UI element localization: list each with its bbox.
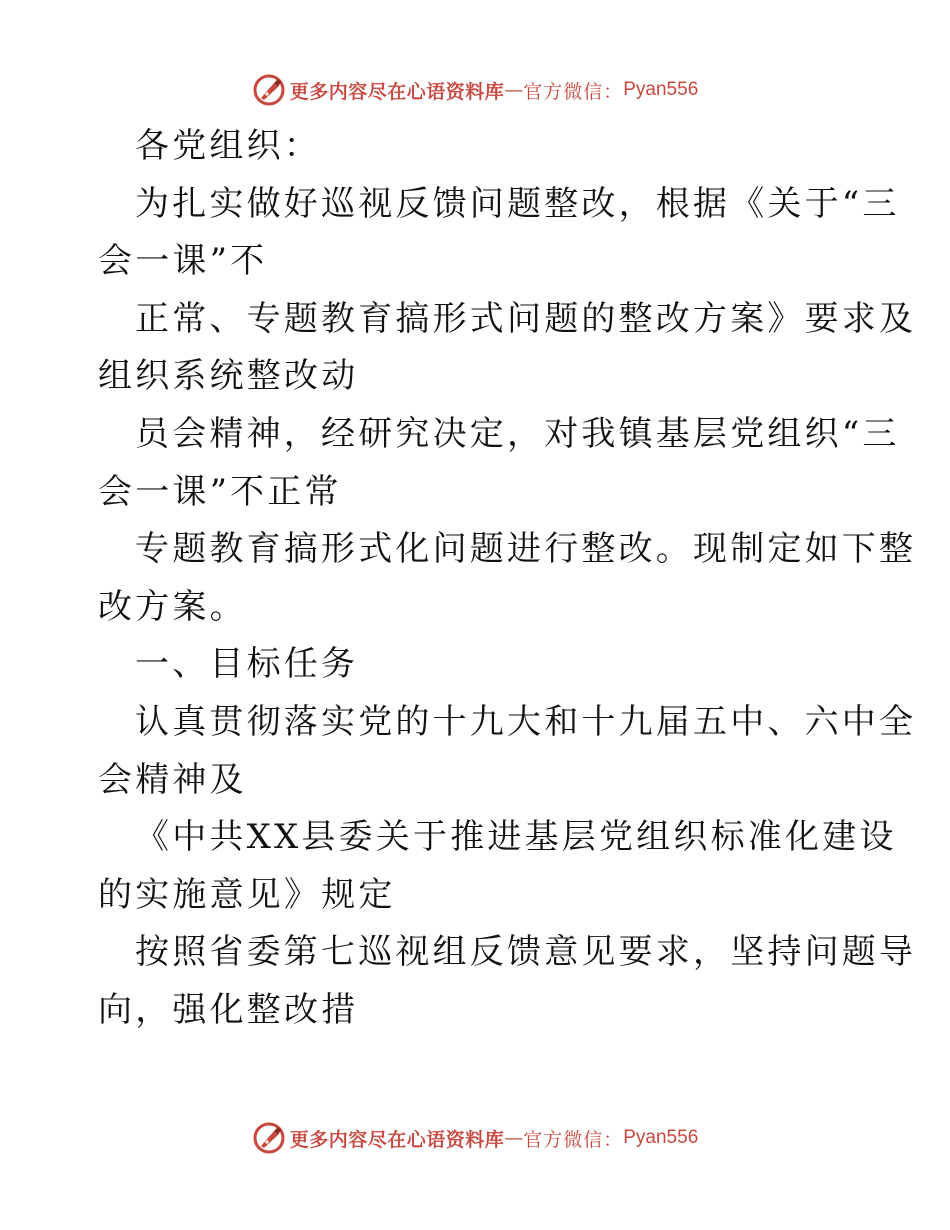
watermark-main-text: 更多内容尽在心语资料库 [289, 1128, 505, 1151]
text-line: 改方案。 [98, 586, 247, 627]
text-line: 认真贯彻落实党的十九大和十九届五中、六中全 [135, 701, 917, 742]
header-watermark [0, 70, 950, 110]
text-line: 一、目标任务 [135, 644, 359, 685]
watermark-separator: — [504, 1127, 524, 1149]
watermark-main-text: 更多内容尽在心语资料库 [289, 80, 505, 103]
text-line: 组织系统整改动 [98, 356, 359, 397]
watermark-wechat-label: 官方微信： [523, 80, 624, 103]
watermark-wechat-label: 官方微信： [523, 1128, 624, 1151]
text-line: 各党组织： [135, 126, 321, 166]
text-line: 为扎实做好巡视反馈问题整改，根据《关于“三 [135, 183, 900, 224]
watermark-separator: — [504, 79, 524, 101]
pen-nib-logo-icon [252, 1121, 286, 1155]
pen-nib-logo-icon [252, 73, 286, 107]
text-line: 《中共XX县委关于推进基层党组织标准化建设 [135, 817, 897, 858]
text-line: 按照省委第七巡视组反馈意见要求，坚持问题导 [135, 932, 917, 973]
document-body [98, 118, 917, 1040]
watermark-wechat-handle: Pyan556 [623, 79, 699, 100]
text-line: 会一课”不 [98, 241, 268, 282]
text-line: 会精神及 [98, 759, 247, 800]
text-line: 专题教育搞形式化问题进行整改。现制定如下整 [135, 529, 917, 570]
text-line: 员会精神，经研究决定，对我镇基层党组织“三 [135, 413, 900, 454]
text-line: 的实施意见》规定 [98, 874, 396, 915]
text-line: 正常、专题教育搞形式问题的整改方案》要求及 [135, 298, 917, 339]
text-line: 向，强化整改措 [98, 989, 359, 1030]
footer-watermark [0, 1118, 950, 1158]
watermark-wechat-handle: Pyan556 [623, 1127, 699, 1148]
text-line: 会一课”不正常 [98, 471, 342, 512]
